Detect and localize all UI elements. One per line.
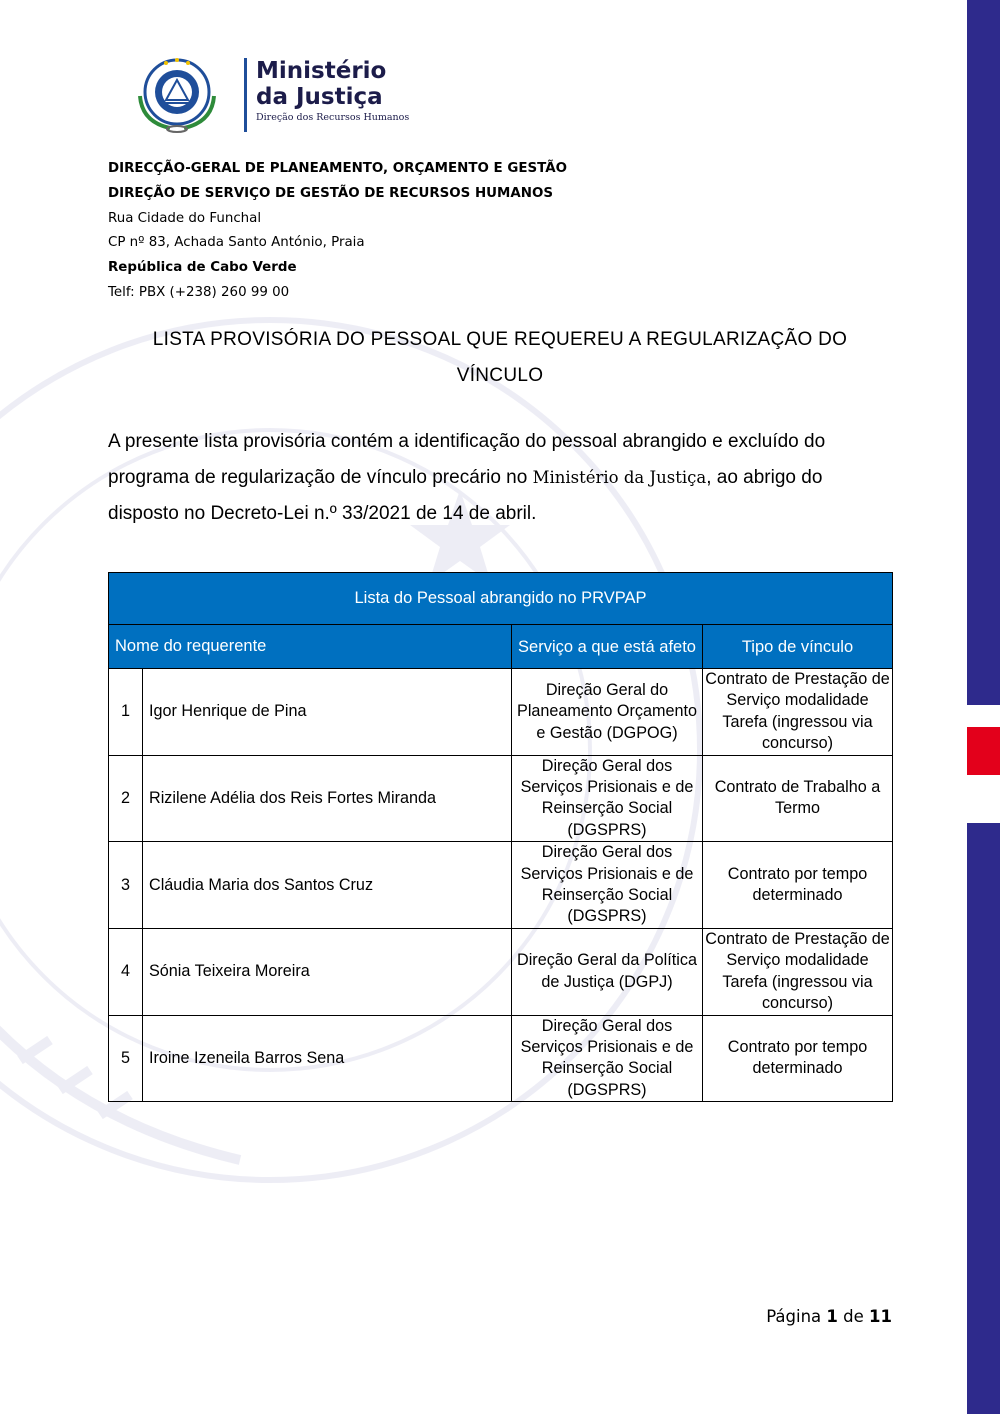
page-label: Página <box>766 1307 822 1326</box>
table-row <box>109 669 893 756</box>
row-number: 1 <box>109 669 143 756</box>
letterhead-line-3: Rua Cidade do Funchal <box>108 210 262 226</box>
row-number: 2 <box>109 755 143 842</box>
letterhead-line-6: Telf: PBX (+238) 260 99 00 <box>108 284 290 300</box>
row-name: Rizilene Adélia dos Reis Fortes Miranda <box>143 755 512 842</box>
intro-part-1: A presente lista provisória contém a identificação do pessoal abrangido e excluído do programa de regularização de vínculo precário no <box>108 431 826 488</box>
letterhead <box>108 157 567 306</box>
row-service: Direção Geral dos Serviços Prisionais e de Reinserção Social (DGSPRS) <box>512 842 703 929</box>
table-row <box>109 842 893 929</box>
row-number: 4 <box>109 928 143 1015</box>
row-type: Contrato por tempo determinado <box>703 1015 893 1102</box>
staff-table <box>108 572 893 1102</box>
intro-ministry: Ministério da Justiça <box>532 468 707 487</box>
column-header-name: Nome do requerente <box>109 625 512 669</box>
table-row <box>109 755 893 842</box>
row-name: Iroine Izeneila Barros Sena <box>143 1015 512 1102</box>
side-bar-top <box>967 0 1000 705</box>
letterhead-line-1: DIRECÇÃO-GERAL DE PLANEAMENTO, ORÇAMENTO E GESTÃO <box>108 161 567 176</box>
column-header-service: Serviço a que está afeto <box>512 625 703 669</box>
letterhead-line-4: CP nº 83, Achada Santo António, Praia <box>108 235 365 251</box>
document-title <box>108 322 892 394</box>
row-number: 3 <box>109 842 143 929</box>
row-type: Contrato de Trabalho a Termo <box>703 755 893 842</box>
table-row <box>109 928 893 1015</box>
row-name: Sónia Teixeira Moreira <box>143 928 512 1015</box>
title-line-2: VÍNCULO <box>456 365 544 386</box>
row-service: Direção Geral da Política de Justiça (DGPJ) <box>512 928 703 1015</box>
row-type: Contrato de Prestação de Serviço modalidade Tarefa (ingressou via concurso) <box>703 928 893 1015</box>
total-pages: 11 <box>869 1307 892 1326</box>
of-label: de <box>843 1307 864 1326</box>
logo-line-2: da Justiça <box>256 84 383 110</box>
intro-paragraph <box>108 424 894 532</box>
row-service: Direção Geral do Planeamento Orçamento e Gestão (DGPOG) <box>512 669 703 756</box>
letterhead-line-2: DIREÇÃO DE SERVIÇO DE GESTÃO DE RECURSOS HUMANOS <box>108 185 553 201</box>
side-bar-red <box>967 727 1000 775</box>
logo-line-1: Ministério <box>256 58 387 84</box>
letterhead-line-5: República de Cabo Verde <box>108 260 297 276</box>
seal-icon <box>122 56 232 134</box>
row-type: Contrato de Prestação de Serviço modalidade Tarefa (ingressou via concurso) <box>703 669 893 756</box>
logo-divider <box>244 58 247 132</box>
table-row <box>109 1015 893 1102</box>
row-number: 5 <box>109 1015 143 1102</box>
current-page: 1 <box>826 1307 838 1326</box>
row-service: Direção Geral dos Serviços Prisionais e de Reinserção Social (DGSPRS) <box>512 755 703 842</box>
row-service: Direção Geral dos Serviços Prisionais e de Reinserção Social (DGSPRS) <box>512 1015 703 1102</box>
intro-part-2: , ao abrigo do disposto no Decreto-Lei n.º 33/2021 de 14 de abril. <box>108 467 823 524</box>
side-bar-bottom <box>967 823 1000 1414</box>
table-caption: Lista do Pessoal abrangido no PRVPAP <box>109 573 893 625</box>
ministry-logo <box>122 56 422 136</box>
title-line-1: LISTA PROVISÓRIA DO PESSOAL QUE REQUEREU A REGULARIZAÇÃO DO <box>152 329 848 350</box>
page-number <box>766 1307 892 1326</box>
column-header-type: Tipo de vínculo <box>703 625 893 669</box>
row-type: Contrato por tempo determinado <box>703 842 893 929</box>
row-name: Igor Henrique de Pina <box>143 669 512 756</box>
logo-line-3: Direção dos Recursos Humanos <box>256 112 410 123</box>
row-name: Cláudia Maria dos Santos Cruz <box>143 842 512 929</box>
